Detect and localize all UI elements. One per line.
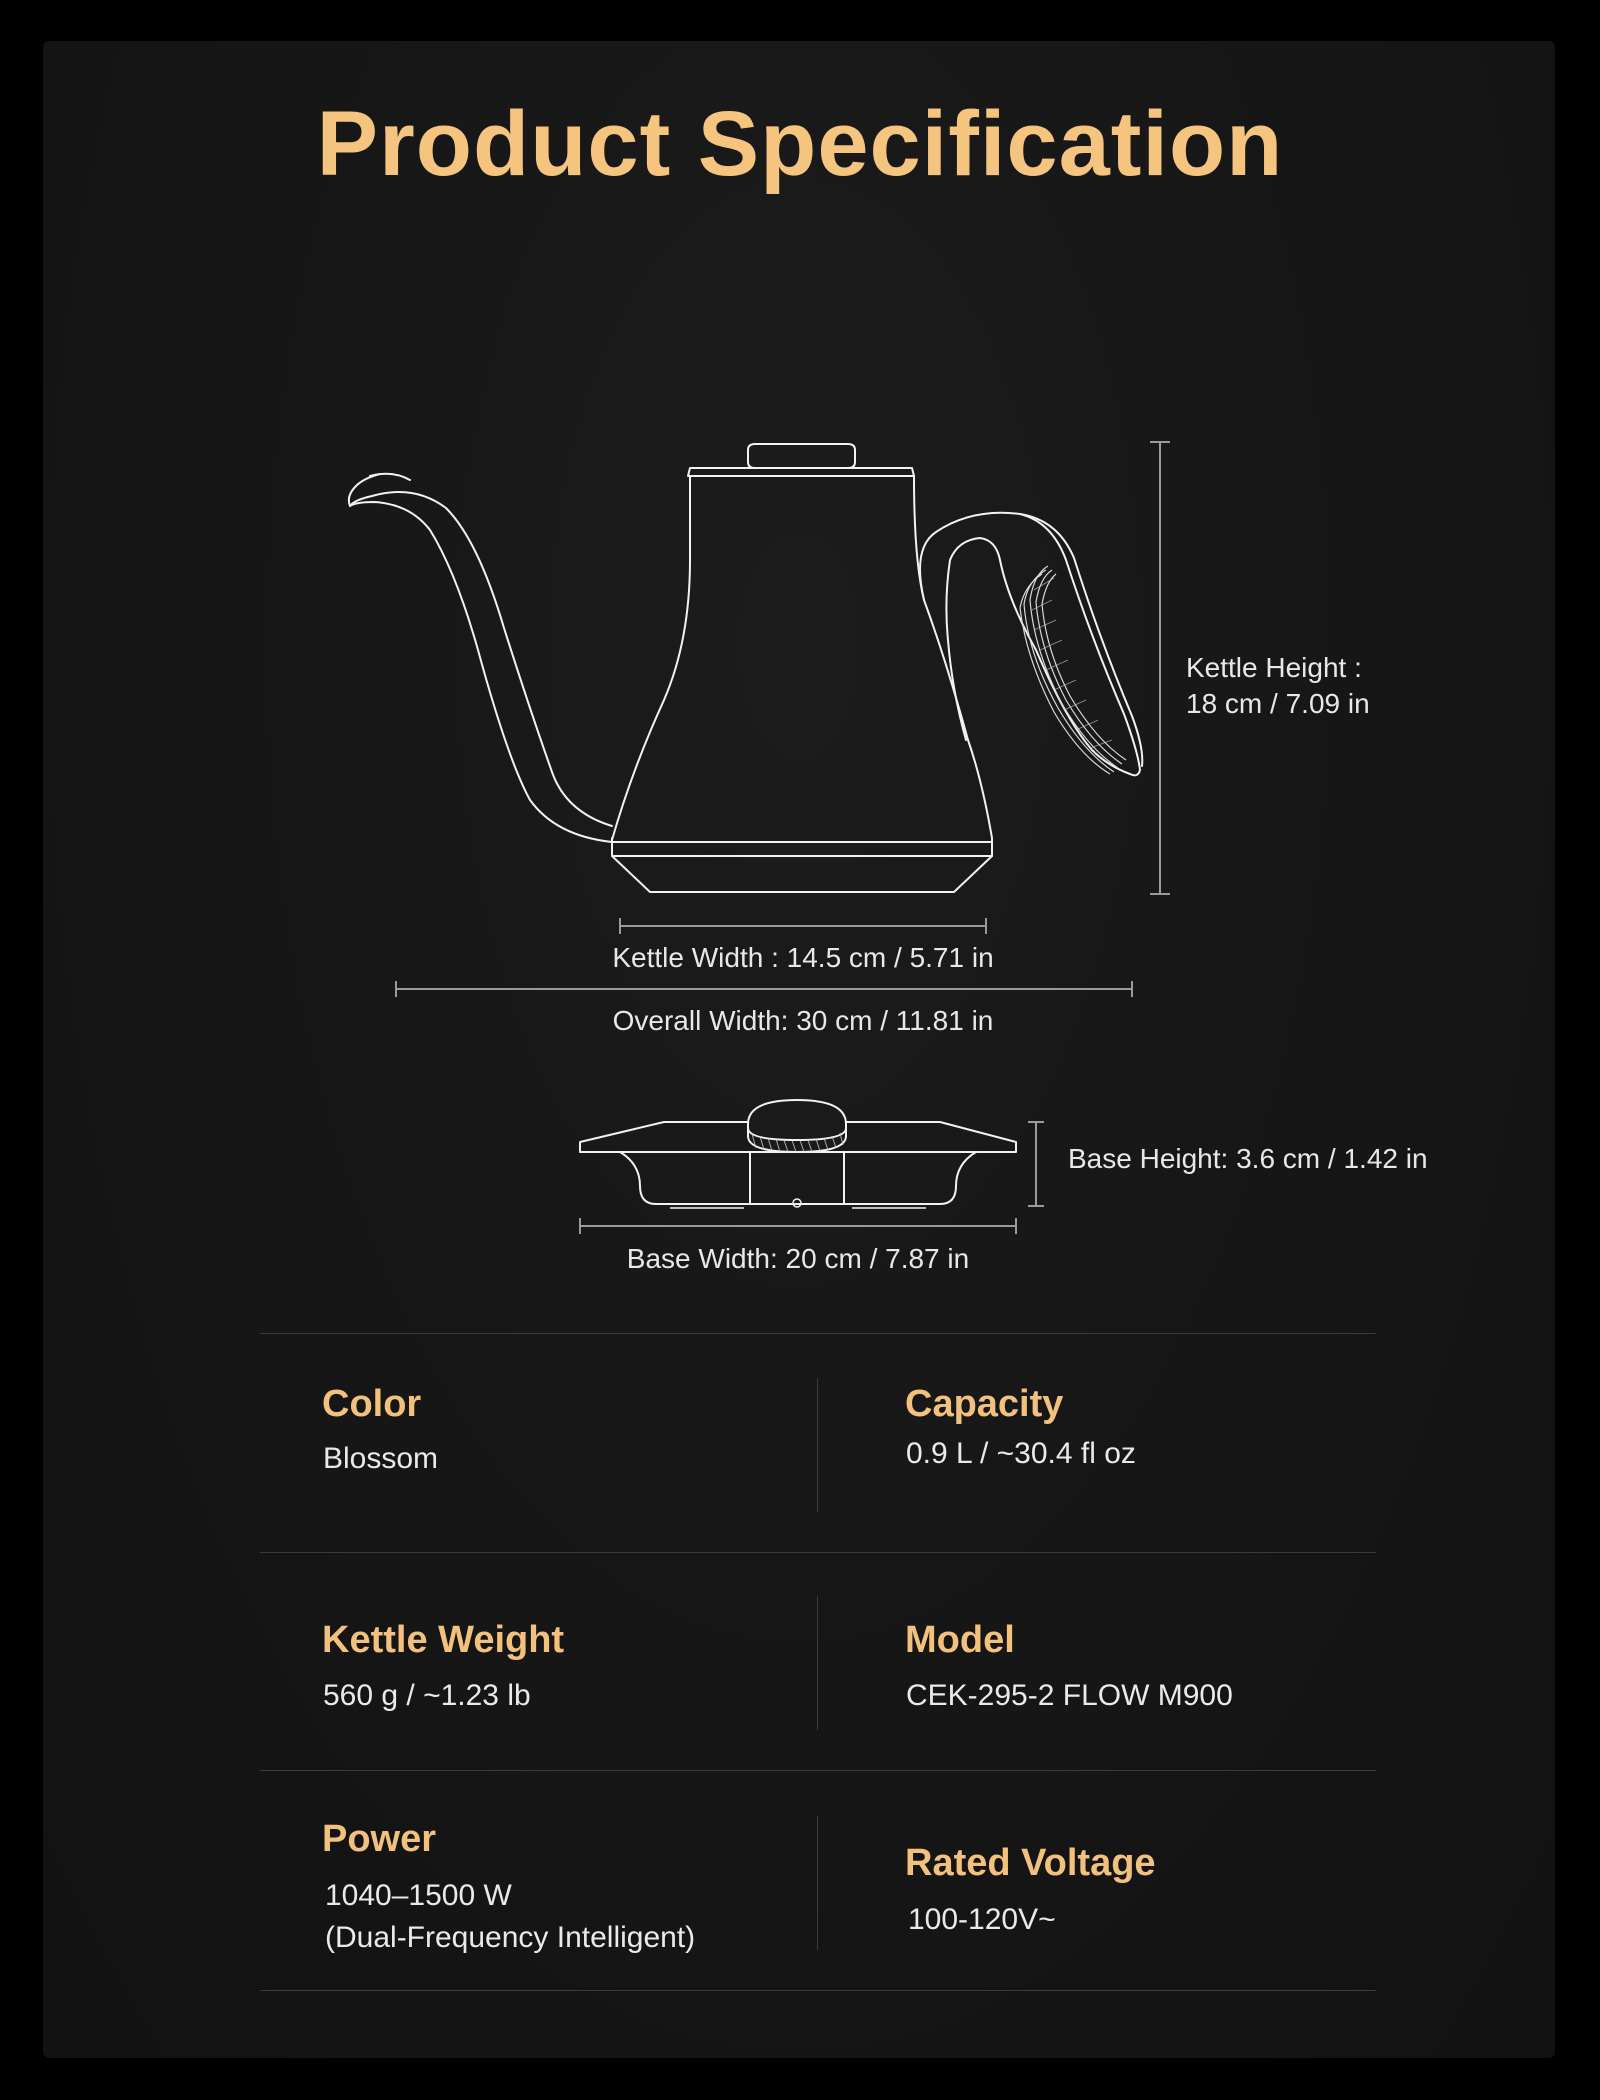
- lid-knob: [748, 444, 855, 468]
- kettle-lid: [688, 468, 914, 476]
- spec-label-power: Power: [322, 1818, 437, 1860]
- divider: [260, 1333, 1376, 1334]
- overall-width-label: Overall Width: 30 cm / 11.81 in: [612, 1005, 994, 1036]
- spec-label-color: Color: [322, 1383, 422, 1425]
- spec-label-capacity: Capacity: [905, 1383, 1064, 1425]
- column-divider: [817, 1596, 818, 1730]
- spec-value-model: CEK-295-2 FLOW M900: [906, 1679, 1233, 1712]
- spec-label-model: Model: [905, 1619, 1015, 1661]
- divider: [260, 1552, 1376, 1553]
- base-body: [620, 1152, 976, 1204]
- base-height-label: Base Height: 3.6 cm / 1.42 in: [1068, 1143, 1428, 1174]
- spec-label-kettle-weight: Kettle Weight: [322, 1619, 565, 1661]
- kettle-bottom: [612, 856, 992, 892]
- kettle-spout: [350, 492, 612, 842]
- spec-value-color: Blossom: [323, 1442, 439, 1475]
- divider: [260, 1990, 1376, 1991]
- spec-value-power: 1040–1500 W (Dual-Frequency Intelligent): [325, 1879, 696, 1954]
- kettle-width-label: Kettle Width : 14.5 cm / 5.71 in: [612, 942, 994, 973]
- spec-value-rated-voltage: 100-120V~: [908, 1903, 1056, 1936]
- spec-label-rated-voltage: Rated Voltage: [905, 1842, 1156, 1884]
- column-divider: [817, 1378, 818, 1512]
- page-title: Product Specification: [316, 93, 1284, 195]
- kettle-height-value: 18 cm / 7.09 in: [1186, 688, 1370, 719]
- base-width-label: Base Width: 20 cm / 7.87 in: [626, 1243, 970, 1274]
- spec-value-capacity: 0.9 L / ~30.4 fl oz: [906, 1437, 1136, 1470]
- divider: [260, 1770, 1376, 1771]
- kettle-height-label: Kettle Height :: [1186, 652, 1362, 683]
- column-divider: [817, 1816, 818, 1950]
- kettle-handle: [920, 513, 1140, 776]
- spec-value-kettle-weight: 560 g / ~1.23 lb: [323, 1679, 531, 1712]
